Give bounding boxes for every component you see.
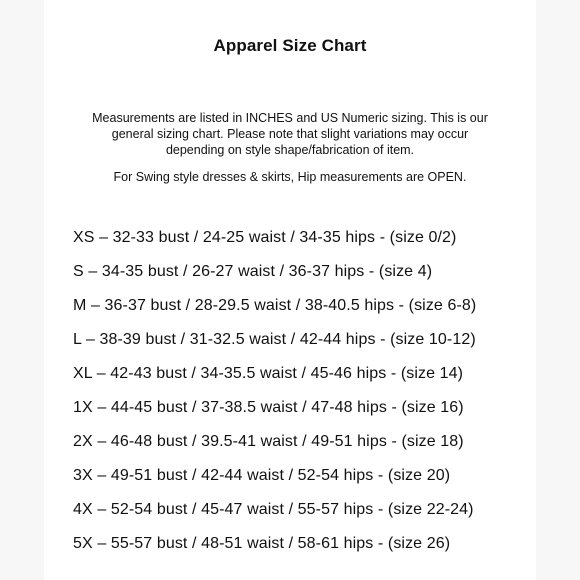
size-row-s: S – 34-35 bust / 26-27 waist / 36-37 hips - (size 4): [73, 263, 433, 280]
left-margin: [0, 0, 44, 580]
size-list: [73, 228, 476, 568]
right-margin: [536, 0, 580, 580]
size-row-4x: 4X – 52-54 bust / 45-47 waist / 55-57 hips - (size 22-24): [73, 501, 474, 518]
swing-style-note: For Swing style dresses & skirts, Hip measurements are OPEN.: [113, 170, 467, 184]
page-title: Apparel Size Chart: [213, 36, 367, 55]
size-row-l: L – 38-39 bust / 31-32.5 waist / 42-44 hips - (size 10-12): [73, 331, 476, 348]
size-row-m: M – 36-37 bust / 28-29.5 waist / 38-40.5 hips - (size 6-8): [73, 297, 477, 314]
size-row-3x: 3X – 49-51 bust / 42-44 waist / 52-54 hips - (size 20): [73, 467, 451, 484]
size-row-1x: 1X – 44-45 bust / 37-38.5 waist / 47-48 hips - (size 16): [73, 399, 464, 416]
size-row-xl: XL – 42-43 bust / 34-35.5 waist / 45-46 hips - (size 14): [73, 365, 464, 382]
size-row-xs: XS – 32-33 bust / 24-25 waist / 34-35 hips - (size 0/2): [73, 229, 457, 246]
intro-line: general sizing chart. Please note that slight variations may occur: [111, 127, 469, 141]
intro-line: Measurements are listed in INCHES and US Numeric sizing. This is our: [92, 111, 488, 125]
size-row-5x: 5X – 55-57 bust / 48-51 waist / 58-61 hips - (size 26): [73, 535, 451, 552]
size-row-2x: 2X – 46-48 bust / 39.5-41 waist / 49-51 hips - (size 18): [73, 433, 464, 450]
intro-paragraph: [0, 110, 580, 158]
intro-line: depending on style shape/fabrication of item.: [165, 143, 415, 157]
